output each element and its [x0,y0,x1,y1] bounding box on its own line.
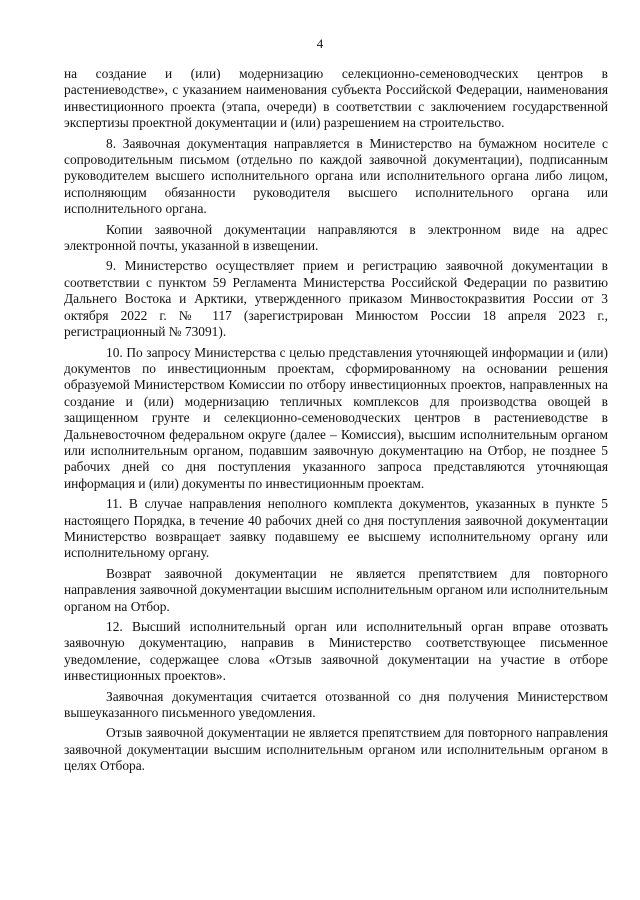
paragraph-item-12: 12. Высший исполнительный орган или исполнительный орган вправе отозвать заявочную документацию, направив в Министерство соответствующее письменное уведомление, содержащее слова «Отзыв заявочной документации на участие в отборе инвестиционных проектов». [64,619,608,684]
paragraph-continuation: на создание и (или) модернизацию селекционно-семеноводческих центров в растениеводстве», с указанием наименования субъекта Российской Федерации, наименования инвестиционного проекта (этапа, очереди) в соответствии с заключением государственной экспертизы проектной документации и (или) разрешением на строительство. [64,66,608,131]
paragraph-item-11: 11. В случае направления неполного комплекта документов, указанных в пункте 5 настоящего Порядка, в течение 40 рабочих дней со дня поступления заявочной документации Министерство возвращает заявку подавшему ее высшему исполнительному органу или исполнительному органу. [64,496,608,561]
paragraph-withdrawal-note: Отзыв заявочной документации не является препятствием для повторного направления заявочной документации высшим исполнительным органом или исполнительным органом в целях Отбора. [64,725,608,774]
page-number: 4 [316,36,324,51]
paragraph-item-8: 8. Заявочная документация направляется в Министерство на бумажном носителе с сопроводительным письмом (отдельно по каждой заявочной документации), подписанным руководителем высшего исполнительного органа или исполнительного органа либо лицом, исполняющим обязанности руководителя высшего исполнительного органа или исполнительного органа. [64,135,608,217]
paragraph-withdrawal-date: Заявочная документация считается отозванной со дня получения Министерством вышеуказанного письменного уведомления. [64,688,608,721]
paragraph-item-10: 10. По запросу Министерства с целью представления уточняющей информации и (или) документов по инвестиционным проектам, сформированному на основании решения образуемой Министерством Комиссии по отбору инвестиционных проектов, направленных на создание и (или) модернизацию тепличных комплексов для производства овощей в защищенном грунте и селекционно-семеноводческих центров в растениеводстве в Дальневосточном федеральном округе (далее – Комиссия), высшим исполнительным органом или исполнительным органом, подавшим заявочную документацию на Отбор, не позднее 5 рабочих дней со дня поступления указанного запроса представляются уточняющая информация и (или) документы по инвестиционным проектам. [64,344,608,491]
paragraph-email-copies: Копии заявочной документации направляются в электронном виде на адрес электронной почты, указанной в извещении. [64,221,608,254]
paragraph-return-note: Возврат заявочной документации не является препятствием для повторного направления заявочной документации высшим исполнительным органом или исполнительным органом на Отбор. [64,565,608,614]
document-body [64,66,608,779]
paragraph-item-9: 9. Министерство осуществляет прием и регистрацию заявочной документации в соответствии с пунктом 59 Регламента Министерства Российской Федерации по развитию Дальнего Востока и Арктики, утвержденного приказом Минвостокразвития России от 3 октября 2022 г. № 117 (зарегистрирован Минюстом России 18 апреля 2023 г., регистрационный № 73091). [64,258,608,340]
